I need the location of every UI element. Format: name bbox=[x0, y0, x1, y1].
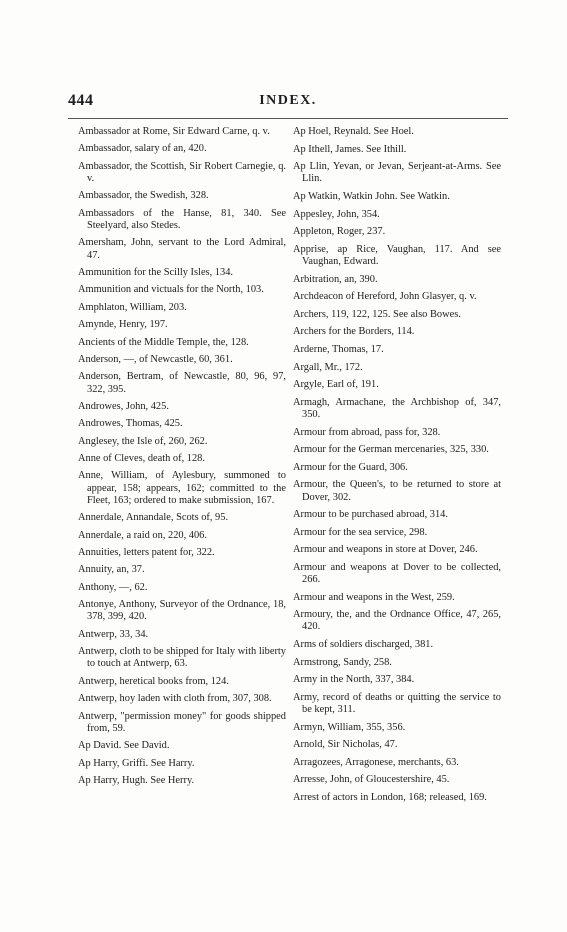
index-entry: Antwerp, "permission money" for goods shipped from, 59. bbox=[78, 710, 286, 734]
index-entry: Anderson, Bertram, of Newcastle, 80, 96, 97, 322, 395. bbox=[78, 371, 286, 395]
index-entry: Anthony, —, 62. bbox=[78, 581, 148, 593]
index-entry: Armour for the sea service, 298. bbox=[293, 526, 428, 538]
index-entry: Amersham, John, servant to the Lord Admiral, 47. bbox=[78, 237, 286, 261]
index-entry: Arnold, Sir Nicholas, 47. bbox=[293, 739, 398, 751]
index-entry: Annuities, letters patent for, 322. bbox=[78, 547, 215, 559]
index-entry: Ambassador, the Scottish, Sir Robert Carnegie, q. v. bbox=[78, 160, 286, 184]
index-entry: Ap Hoel, Reynald. See Hoel. bbox=[293, 126, 414, 137]
index-entry: Armoury, the, and the Ordnance Office, 47, 265, 420. bbox=[293, 609, 501, 633]
index-entry: Ap Ithell, James. See Ithill. bbox=[293, 143, 407, 155]
index-entry: Apprise, ap Rice, Vaughan, 117. And see Vaughan, Edward. bbox=[293, 243, 501, 267]
index-entry: Armour and weapons in the West, 259. bbox=[293, 591, 455, 603]
index-entry: Amynde, Henry, 197. bbox=[78, 319, 168, 331]
page-number: 444 bbox=[68, 92, 94, 109]
index-entry: Armour and weapons at Dover to be collected, 266. bbox=[293, 561, 501, 586]
index-entry: Annerdale, Annandale, Scots of, 95. bbox=[78, 512, 229, 524]
index-entry: Army in the North, 337, 384. bbox=[293, 674, 415, 686]
index-entry: Armour, the Queen's, to be returned to store at Dover, 302. bbox=[293, 479, 501, 503]
index-entry: Arrest of actors in London, 168; released, 169. bbox=[293, 792, 487, 804]
index-entry: Anne of Cleves, death of, 128. bbox=[78, 453, 205, 465]
index-entry: Anglesey, the Isle of, 260, 262. bbox=[78, 435, 208, 447]
index-entry: Archdeacon of Hereford, John Glasyer, q. v. bbox=[293, 291, 477, 303]
index-entry: Ammunition for the Scilly Isles, 134. bbox=[78, 266, 233, 278]
index-entry: Argall, Mr., 172. bbox=[293, 361, 363, 373]
index-entry: Antwerp, 33, 34. bbox=[78, 628, 149, 640]
index-entry: Annuity, an, 37. bbox=[78, 564, 145, 576]
index-entry: Armour from abroad, pass for, 328. bbox=[293, 426, 441, 438]
index-entry: Anne, William, of Aylesbury, summoned to appear, 158; appears, 162; committed to the Fleet, 163; ordered to make submission, 167. bbox=[78, 470, 286, 506]
index-entry: Army, record of deaths or quitting the service to be kept, 311. bbox=[293, 691, 501, 716]
index-entry: Arresse, John, of Gloucestershire, 45. bbox=[293, 774, 450, 786]
header-rule bbox=[68, 118, 508, 119]
index-entry: Antonye, Anthony, Surveyor of the Ordnance, 18, 378, 399, 420. bbox=[78, 599, 286, 623]
index-entry: Argyle, Earl of, 191. bbox=[293, 379, 379, 391]
index-entry: Ap David. See David. bbox=[78, 740, 170, 752]
index-entry: Ap Llin, Yevan, or Jevan, Serjeant-at-Arms. See Llin. bbox=[293, 161, 501, 185]
index-entry: Appesley, John, 354. bbox=[293, 208, 380, 220]
index-entry: Ap Harry, Griffi. See Harry. bbox=[78, 757, 195, 769]
index-entry: Armour to be purchased abroad, 314. bbox=[293, 509, 448, 521]
page-header bbox=[68, 92, 508, 112]
index-column-left bbox=[78, 126, 286, 792]
index-entry: Antwerp, cloth to be shipped for Italy with liberty to touch at Antwerp, 63. bbox=[78, 646, 286, 670]
index-entry: Anderson, —, of Newcastle, 60, 361. bbox=[78, 353, 233, 365]
index-entry: Armour for the German mercenaries, 325, 330. bbox=[293, 444, 489, 456]
index-entry: Ambassadors of the Hanse, 81, 340. See Steelyard, also Stedes. bbox=[78, 207, 286, 231]
index-entry: Armour and weapons in store at Dover, 246. bbox=[293, 544, 478, 556]
index-entry: Ambassador, salary of an, 420. bbox=[78, 143, 207, 155]
index-entry: Ammunition and victuals for the North, 103. bbox=[78, 284, 264, 296]
index-entry: Arragozees, Arragonese, merchants, 63. bbox=[293, 756, 459, 768]
index-entry: Arderne, Thomas, 17. bbox=[293, 343, 384, 355]
index-entry: Armour for the Guard, 306. bbox=[293, 461, 408, 473]
index-entry: Arms of soldiers discharged, 381. bbox=[293, 639, 434, 651]
index-entry: Archers for the Borders, 114. bbox=[293, 326, 415, 338]
index-entry: Armagh, Armachane, the Archbishop of, 347, 350. bbox=[293, 396, 501, 420]
index-entry: Appleton, Roger, 237. bbox=[293, 226, 386, 238]
index-entry: Antwerp, hoy laden with cloth from, 307, 308. bbox=[78, 693, 272, 705]
index-entry: Archers, 119, 122, 125. See also Bowes. bbox=[293, 308, 461, 320]
running-title: INDEX. bbox=[259, 93, 317, 108]
index-entry: Amphlaton, William, 203. bbox=[78, 301, 187, 313]
index-entry: Ap Harry, Hugh. See Herry. bbox=[78, 774, 195, 786]
index-entry: Androwes, John, 425. bbox=[78, 400, 169, 412]
index-entry: Ambassador, the Swedish, 328. bbox=[78, 190, 209, 202]
index-entry: Ancients of the Middle Temple, the, 128. bbox=[78, 336, 249, 348]
index-entry: Ap Watkin, Watkin John. See Watkin. bbox=[293, 190, 450, 202]
index-entry: Armstrong, Sandy, 258. bbox=[293, 656, 392, 668]
index-column-right bbox=[293, 126, 501, 810]
index-entry: Ambassador at Rome, Sir Edward Carne, q. v. bbox=[78, 126, 270, 137]
index-entry: Androwes, Thomas, 425. bbox=[78, 418, 183, 430]
index-entry: Antwerp, heretical books from, 124. bbox=[78, 675, 229, 687]
index-entry: Annerdale, a raid on, 220, 406. bbox=[78, 529, 207, 541]
index-entry: Armyn, William, 355, 356. bbox=[293, 721, 406, 733]
index-entry: Arbitration, an, 390. bbox=[293, 273, 378, 285]
